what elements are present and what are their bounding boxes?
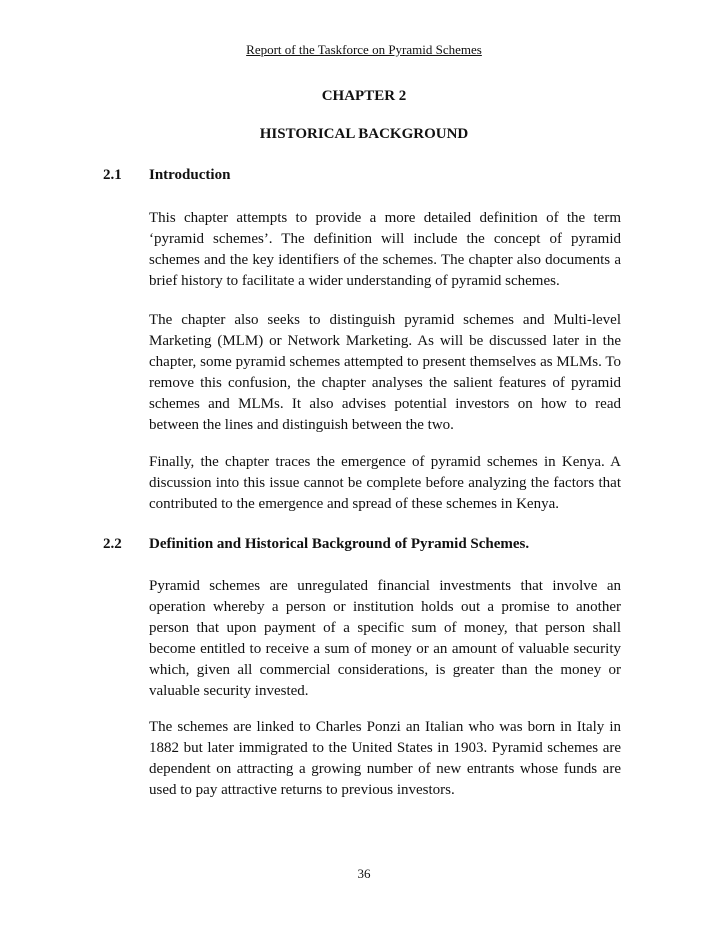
- paragraph: This chapter attempts to provide a more detailed definition of the term ‘pyramid schemes’. The definition will include the concept of pyramid schemes and the key identifiers of the schemes. The chapter also documents a brief history to facilitate a wider understanding of pyramid schemes.: [149, 210, 621, 289]
- section-number: 2.2: [103, 536, 122, 552]
- section-heading-2-2: [103, 536, 648, 553]
- paragraph: The chapter also seeks to distinguish pyramid schemes and Multi-level Marketing (MLM) or Network Marketing. As will be discussed later in the chapter, some pyramid schemes attempted to present themselves as MLMs. To remove this confusion, the chapter analyses the salient features of pyramid schemes and MLMs. It also advises potential investors on how to read between the lines and distinguish between the two.: [149, 312, 621, 433]
- section-number: 2.1: [103, 167, 122, 183]
- paragraph: Pyramid schemes are unregulated financial investments that involve an operation whereby a person or institution holds out a promise to another person that upon payment of a specific sum of money, that person shall become entitled to receive a sum of money or an amount of valuable security which, given all commercial considerations, is greater than the money or valuable security invested.: [149, 578, 621, 699]
- section-title: Definition and Historical Background of Pyramid Schemes.: [149, 536, 530, 552]
- section-heading-2-1: [103, 167, 648, 184]
- paragraph: The schemes are linked to Charles Ponzi an Italian who was born in Italy in 1882 but later immigrated to the United States in 1903. Pyramid schemes are dependent on attracting a growing number of new entrants whose funds are used to pay attractive returns to previous investors.: [149, 719, 621, 798]
- running-header: Report of the Taskforce on Pyramid Schemes: [246, 42, 482, 57]
- section-title: Introduction: [149, 167, 231, 183]
- paragraph: Finally, the chapter traces the emergence of pyramid schemes in Kenya. A discussion into this issue cannot be complete before analyzing the factors that contributed to the emergence and spread of these schemes in Kenya.: [149, 454, 621, 512]
- page-number: 36: [357, 866, 371, 881]
- chapter-title: HISTORICAL BACKGROUND: [259, 126, 469, 142]
- chapter-label: CHAPTER 2: [321, 88, 407, 104]
